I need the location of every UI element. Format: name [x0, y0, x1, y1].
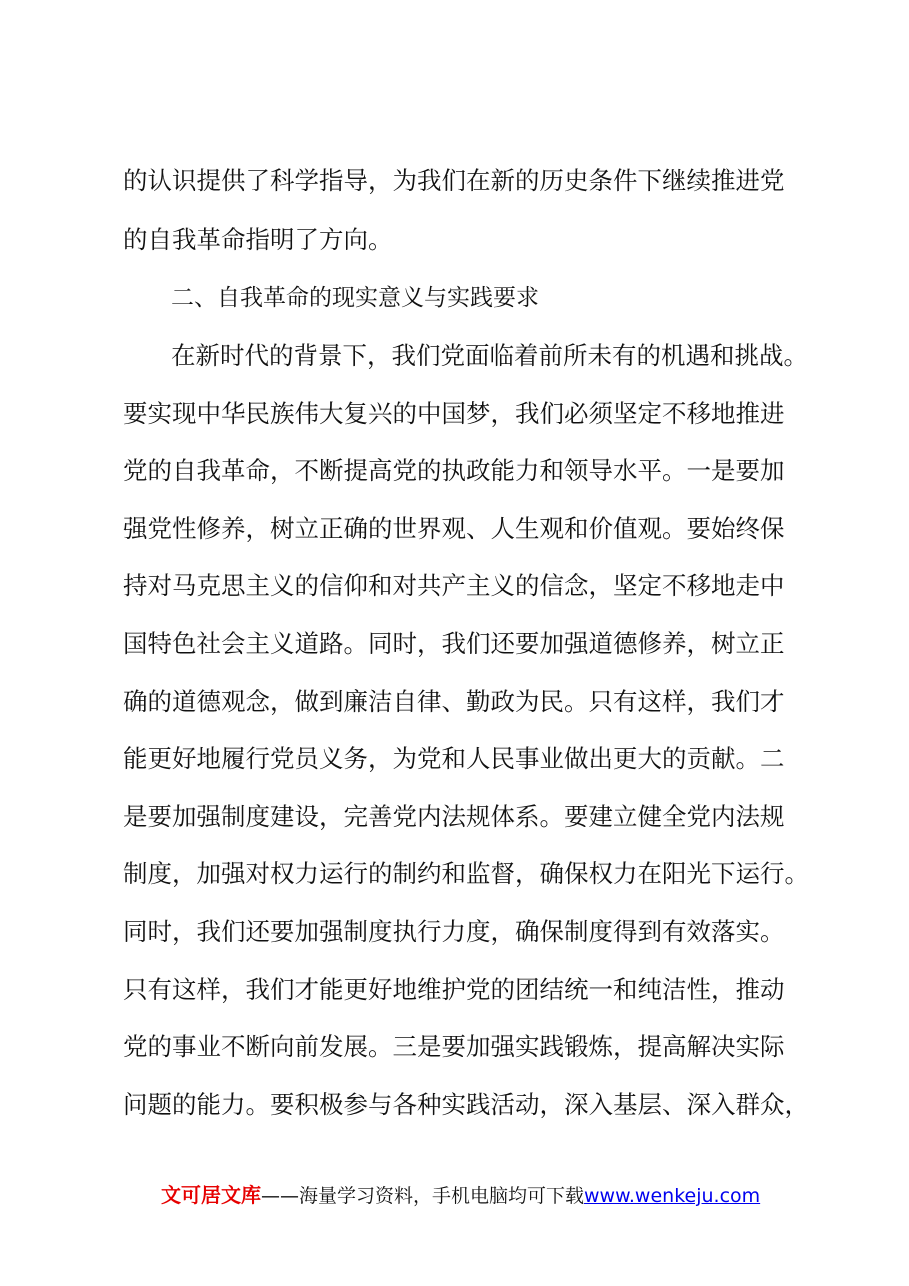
footer-brand: 文可居文库 — [161, 1183, 261, 1207]
paragraph-line: 确的道德观念，做到廉洁自律、勤政为民。只有这样，我们才 — [123, 687, 785, 716]
paragraph-line: 是要加强制度建设，完善党内法规体系。要建立健全党内法规 — [123, 802, 785, 831]
paragraph-line: 只有这样，我们才能更好地维护党的团结统一和纯洁性，推动 — [123, 975, 785, 1004]
paragraph-line: 要实现中华民族伟大复兴的中国梦，我们必须坚定不移地推进 — [123, 399, 785, 428]
footer-url-link[interactable]: www.wenkeju.com — [584, 1185, 761, 1207]
footer-banner — [161, 1182, 760, 1209]
paragraph-line: 国特色社会主义道路。同时，我们还要加强道德修养，树立正 — [123, 629, 785, 658]
paragraph-line: 同时，我们还要加强制度执行力度，确保制度得到有效落实。 — [123, 917, 785, 946]
paragraph-line: 问题的能力。要积极参与各种实践活动，深入基层、深入群众， — [123, 1090, 809, 1119]
text-line: 的自我革命指明了方向。 — [123, 225, 393, 254]
paragraph-line: 党的自我革命，不断提高党的执政能力和领导水平。一是要加 — [123, 456, 785, 485]
paragraph-line: 制度，加强对权力运行的制约和监督，确保权力在阳光下运行。 — [123, 859, 809, 888]
paragraph-line: 党的事业不断向前发展。三是要加强实践锻炼，提高解决实际 — [123, 1032, 785, 1061]
section-heading: 二、自我革命的现实意义与实践要求 — [171, 285, 539, 311]
text-line: 的认识提供了科学指导，为我们在新的历史条件下继续推进党 — [123, 166, 785, 195]
paragraph-line: 能更好地履行党员义务，为党和人民事业做出更大的贡献。二 — [123, 744, 785, 773]
paragraph-line: 强党性修养，树立正确的世界观、人生观和价值观。要始终保 — [123, 514, 785, 543]
footer-slogan: 海量学习资料，手机电脑均可下载 — [299, 1185, 585, 1207]
paragraph-line: 在新时代的背景下，我们党面临着前所未有的机遇和挑战。 — [171, 341, 808, 370]
footer-dash: —— — [261, 1185, 299, 1207]
paragraph-line: 持对马克思主义的信仰和对共产主义的信念，坚定不移地走中 — [123, 571, 785, 600]
